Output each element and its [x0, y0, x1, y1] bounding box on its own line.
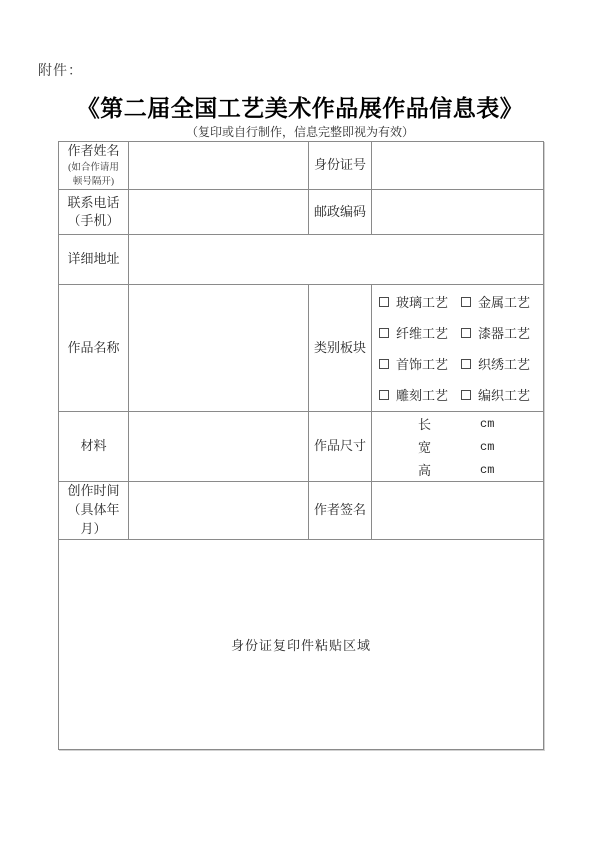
creation-time-field[interactable] — [129, 482, 309, 540]
category-option-glass[interactable] — [379, 292, 461, 311]
table-row — [59, 482, 544, 540]
category-option-label: 纤维工艺 — [396, 326, 449, 342]
category-option-lacquer[interactable] — [461, 323, 543, 342]
dimension-unit: cm — [480, 416, 495, 431]
phone-label — [59, 190, 129, 235]
phone-label-line1: 联系电话 — [67, 194, 120, 210]
dimension-length-row — [372, 412, 543, 435]
creation-time-label — [59, 482, 129, 540]
table-row — [59, 142, 544, 190]
checkbox-icon[interactable] — [379, 359, 389, 369]
info-table — [58, 141, 544, 750]
id-copy-paste-area[interactable]: 身份证复印件粘贴区域 — [59, 539, 544, 749]
material-field[interactable] — [129, 412, 309, 482]
table-row — [59, 539, 544, 749]
category-option-metal[interactable] — [461, 292, 543, 311]
signature-label: 作者签名 — [309, 482, 372, 540]
author-name-note-line2: 顿号隔开) — [72, 177, 115, 188]
creation-time-label-line3: 月） — [80, 521, 107, 537]
checkbox-icon[interactable] — [461, 328, 471, 338]
dimension-width-row — [372, 435, 543, 458]
attachment-label: 附件： — [38, 64, 83, 79]
author-name-note-line1: (如合作请用 — [68, 162, 119, 173]
category-option-carving[interactable] — [379, 385, 461, 404]
id-number-label: 身份证号 — [309, 142, 372, 190]
author-name-label — [59, 142, 129, 190]
page-title: 《第二届全国工艺美术作品展作品信息表》 — [76, 96, 524, 121]
dimensions-cell — [372, 412, 544, 482]
page-subtitle: （复印或自行制作，信息完整即视为有效） — [185, 125, 414, 139]
dimensions-label: 作品尺寸 — [309, 412, 372, 482]
work-title-label: 作品名称 — [59, 285, 129, 412]
checkbox-icon[interactable] — [379, 390, 389, 400]
phone-field[interactable] — [129, 190, 309, 235]
category-option-fiber[interactable] — [379, 323, 461, 342]
category-option-label: 首饰工艺 — [396, 357, 449, 373]
category-option-label: 玻璃工艺 — [396, 295, 449, 311]
author-name-label-text: 作者姓名 — [67, 143, 120, 158]
dimension-name: 长 — [418, 417, 432, 433]
checkbox-icon[interactable] — [461, 359, 471, 369]
checkbox-icon[interactable] — [461, 297, 471, 307]
category-option-weaving[interactable] — [461, 385, 543, 404]
table-row — [59, 190, 544, 235]
dimension-name: 宽 — [418, 440, 432, 456]
postal-code-label: 邮政编码 — [309, 190, 372, 235]
category-label: 类别板块 — [309, 285, 372, 412]
table-row — [59, 235, 544, 285]
category-option-label: 雕刻工艺 — [396, 388, 449, 404]
category-option-label: 漆器工艺 — [478, 326, 531, 342]
dimension-name: 高 — [418, 463, 432, 479]
category-option-label: 织绣工艺 — [478, 357, 531, 373]
category-option-jewelry[interactable] — [379, 354, 461, 373]
checkbox-icon[interactable] — [379, 328, 389, 338]
category-checkbox-cell — [372, 285, 544, 412]
work-title-field[interactable] — [129, 285, 309, 412]
category-line — [372, 379, 543, 410]
checkbox-icon[interactable] — [379, 297, 389, 307]
category-line — [372, 348, 543, 379]
dimension-unit: cm — [480, 462, 495, 477]
table-row — [59, 412, 544, 482]
creation-time-label-line2: （具体年 — [67, 502, 120, 518]
table-row — [59, 285, 544, 412]
postal-code-field[interactable] — [372, 190, 544, 235]
checkbox-icon[interactable] — [461, 390, 471, 400]
creation-time-label-line1: 创作时间 — [67, 483, 120, 499]
category-line — [372, 317, 543, 348]
signature-field[interactable] — [372, 482, 544, 540]
address-field[interactable] — [129, 235, 544, 285]
category-line — [372, 286, 543, 317]
material-label: 材料 — [59, 412, 129, 482]
dimension-unit: cm — [480, 439, 495, 454]
dimension-height-row — [372, 458, 543, 481]
phone-label-line2: （手机） — [67, 213, 120, 229]
category-option-embroidery[interactable] — [461, 354, 543, 373]
author-name-field[interactable] — [129, 142, 309, 190]
id-number-field[interactable] — [372, 142, 544, 190]
category-option-label: 金属工艺 — [478, 295, 531, 311]
category-option-label: 编织工艺 — [478, 388, 531, 404]
address-label: 详细地址 — [59, 235, 129, 285]
